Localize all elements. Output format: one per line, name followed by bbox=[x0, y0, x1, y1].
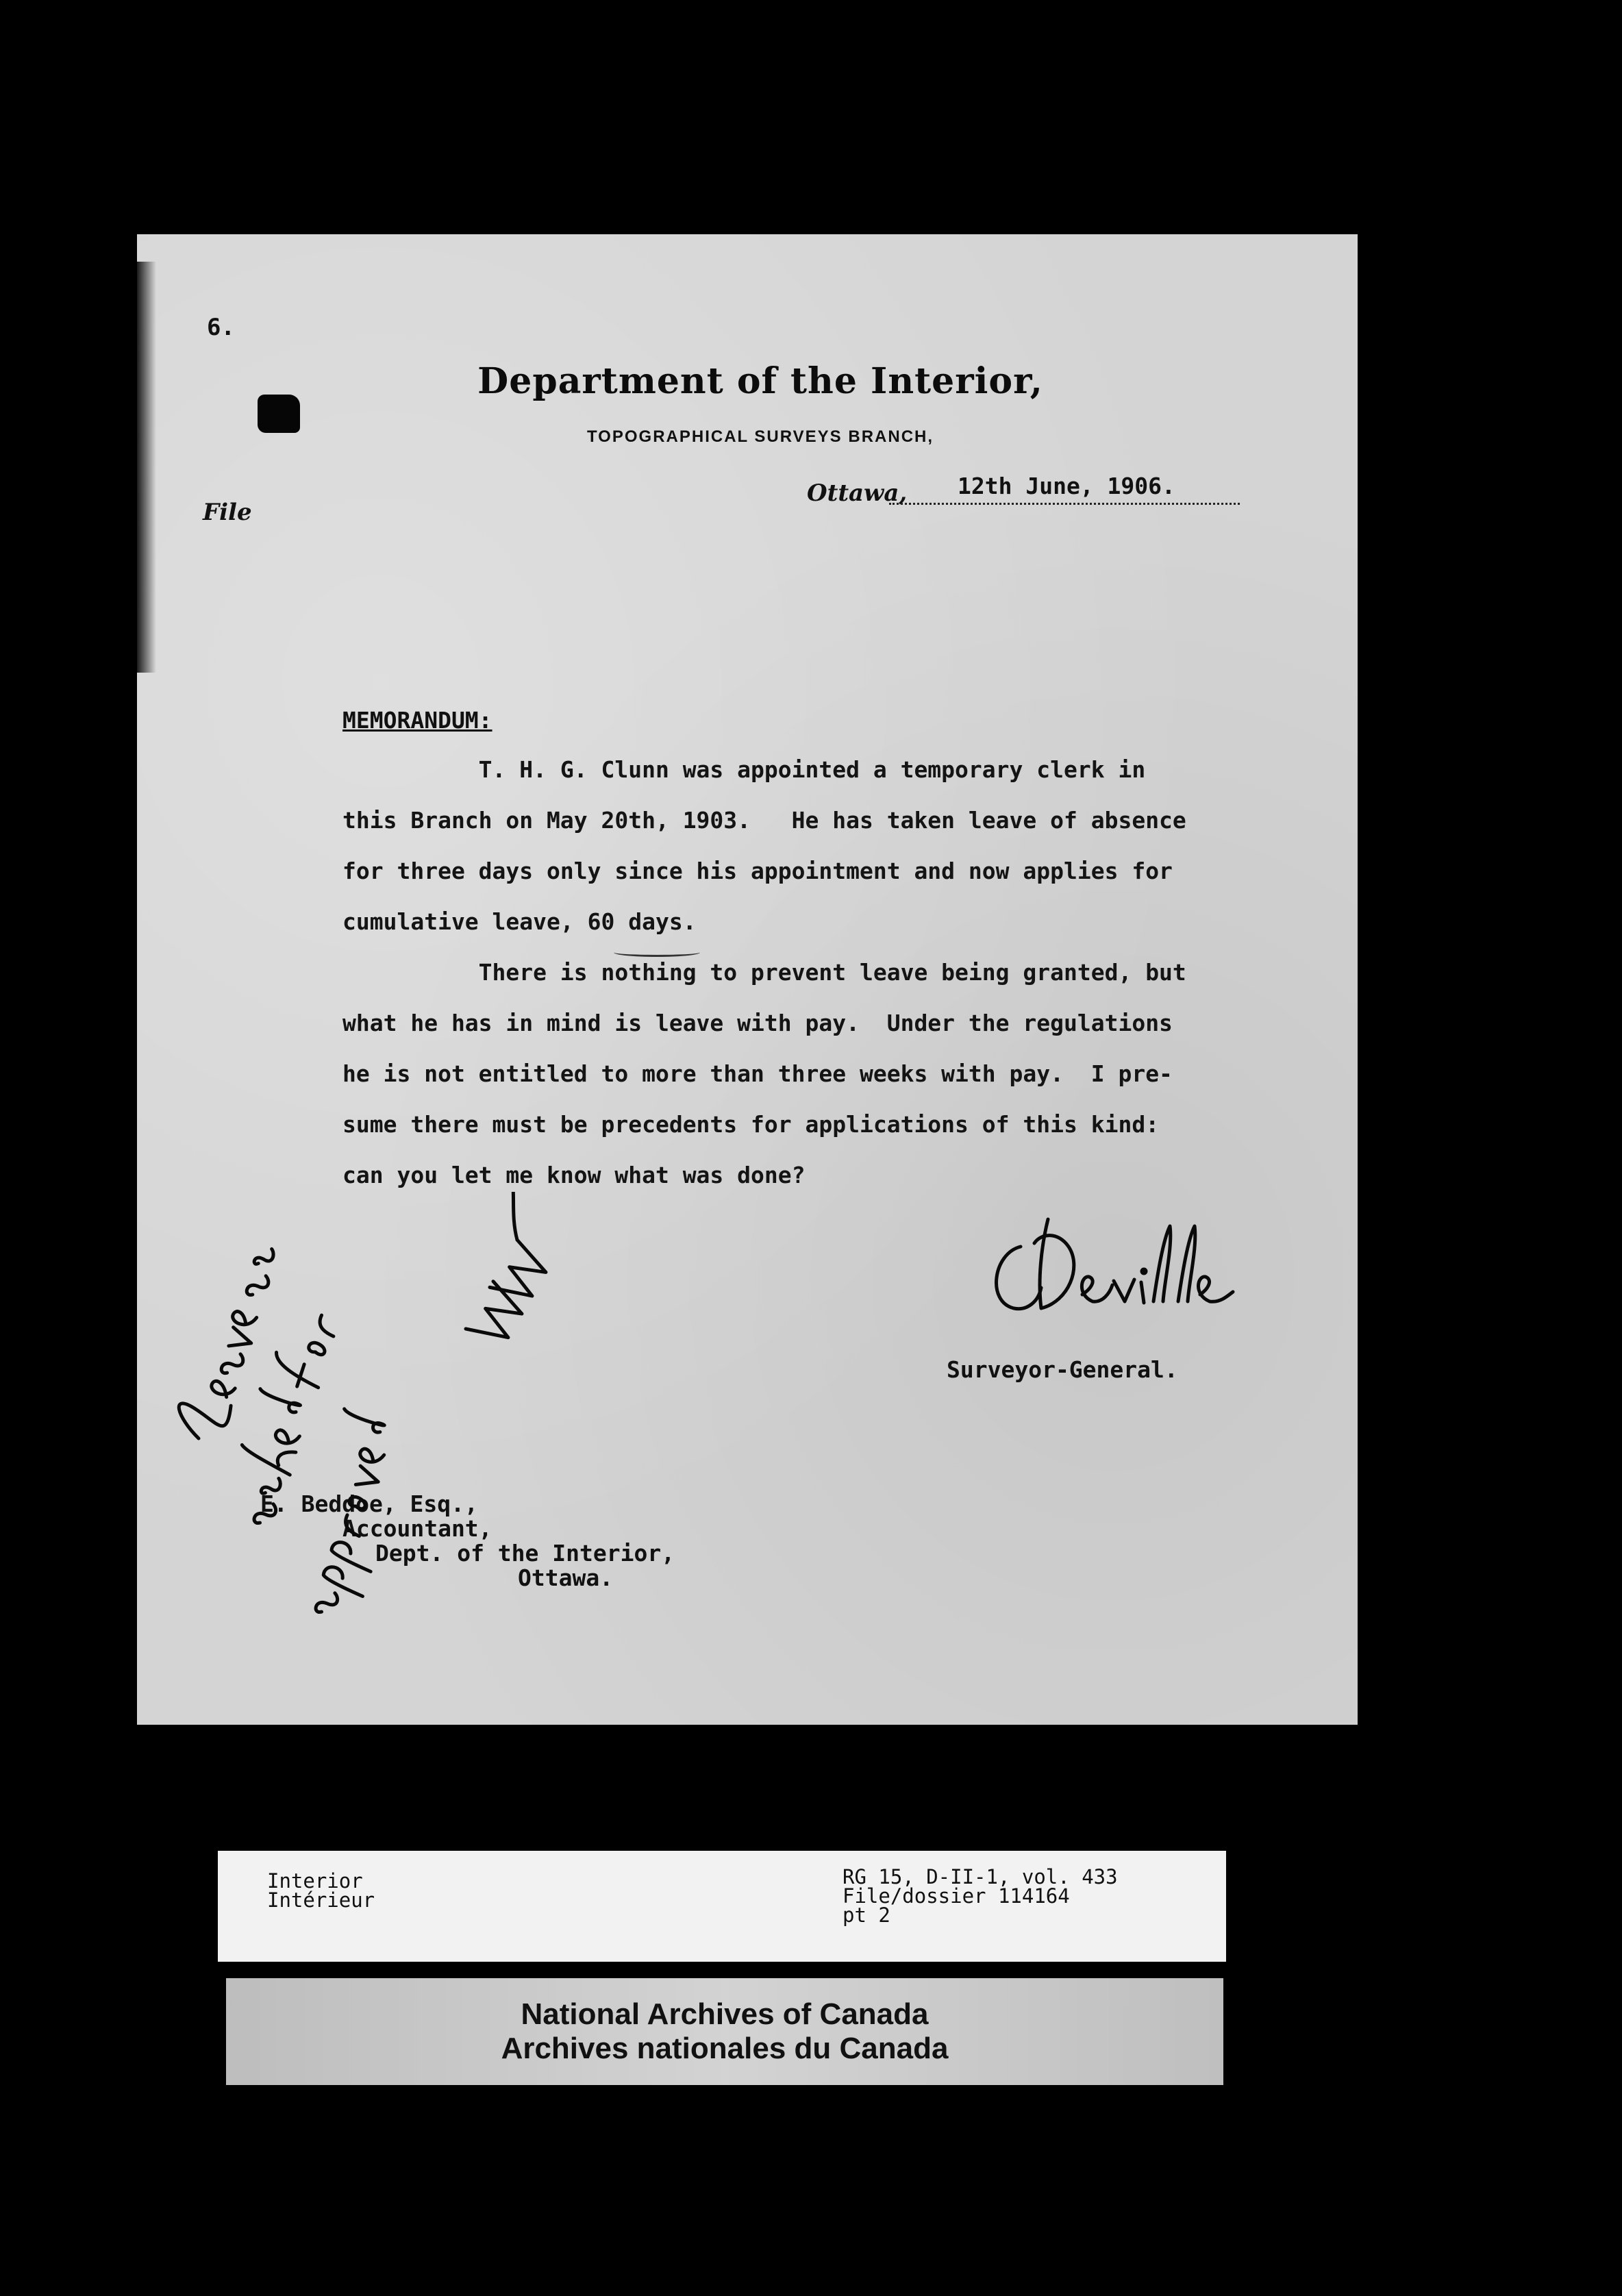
archive-reference-label bbox=[218, 1851, 1226, 1962]
memo-line: sume there must be precedents for applications of this kind: bbox=[342, 1111, 1160, 1138]
memo-line: this Branch on May 20th, 1903. He has taken leave of absence bbox=[342, 807, 1186, 834]
fonds-french: Intérieur bbox=[267, 1888, 375, 1912]
memo-line: for three days only since his appointment and now applies for bbox=[342, 858, 1173, 884]
archive-name-english: National Archives of Canada bbox=[521, 1997, 929, 2031]
fonds-english: Interior bbox=[267, 1869, 363, 1893]
part-number: pt 2 bbox=[843, 1904, 890, 1927]
date-dotted-line bbox=[889, 503, 1240, 505]
archive-stamp bbox=[226, 1978, 1223, 2085]
record-group: RG 15, D-II-1, vol. 433 bbox=[843, 1865, 1118, 1888]
addressee-role: Accountant, bbox=[342, 1515, 492, 1542]
signatory-title: Surveyor-General. bbox=[947, 1356, 1178, 1383]
memo-line: cumulative leave, 60 days. bbox=[342, 908, 697, 935]
handwritten-annotation bbox=[137, 1192, 589, 1630]
file-label: File bbox=[203, 499, 252, 526]
addressee-dept: Dept. of the Interior, bbox=[375, 1540, 675, 1567]
addressee-city: Ottawa. bbox=[518, 1564, 614, 1591]
branch-name: TOPOGRAPHICAL SURVEYS BRANCH, bbox=[586, 427, 934, 446]
addressee-name: E. Beddoe, Esq., bbox=[260, 1490, 478, 1517]
place-label: Ottawa, bbox=[807, 479, 908, 507]
archive-name-french: Archives nationales du Canada bbox=[501, 2032, 949, 2065]
file-number: File/dossier 114164 bbox=[843, 1884, 1070, 1908]
memo-line: T. H. G. Clunn was appointed a temporary clerk in bbox=[342, 756, 1146, 783]
page-number: 6. bbox=[207, 314, 235, 341]
archive-reference bbox=[843, 1867, 1118, 1925]
archive-fonds-name bbox=[267, 1871, 375, 1910]
torn-edge-shadow bbox=[137, 262, 156, 673]
memo-heading: MEMORANDUM: bbox=[342, 707, 492, 734]
memo-line: There is nothing to prevent leave being granted, but bbox=[342, 959, 1186, 986]
ink-blot bbox=[258, 395, 300, 433]
letter-date: 12th June, 1906. bbox=[958, 473, 1175, 499]
handwritten-signature bbox=[973, 1206, 1260, 1343]
handwritten-underline bbox=[614, 948, 700, 957]
department-title: Department of the Interior, bbox=[477, 360, 1043, 402]
memo-line: what he has in mind is leave with pay. Under the regulations bbox=[342, 1010, 1173, 1036]
memo-line: can you let me know what was done? bbox=[342, 1162, 806, 1188]
memo-line: he is not entitled to more than three weeks with pay. I pre- bbox=[342, 1060, 1173, 1087]
